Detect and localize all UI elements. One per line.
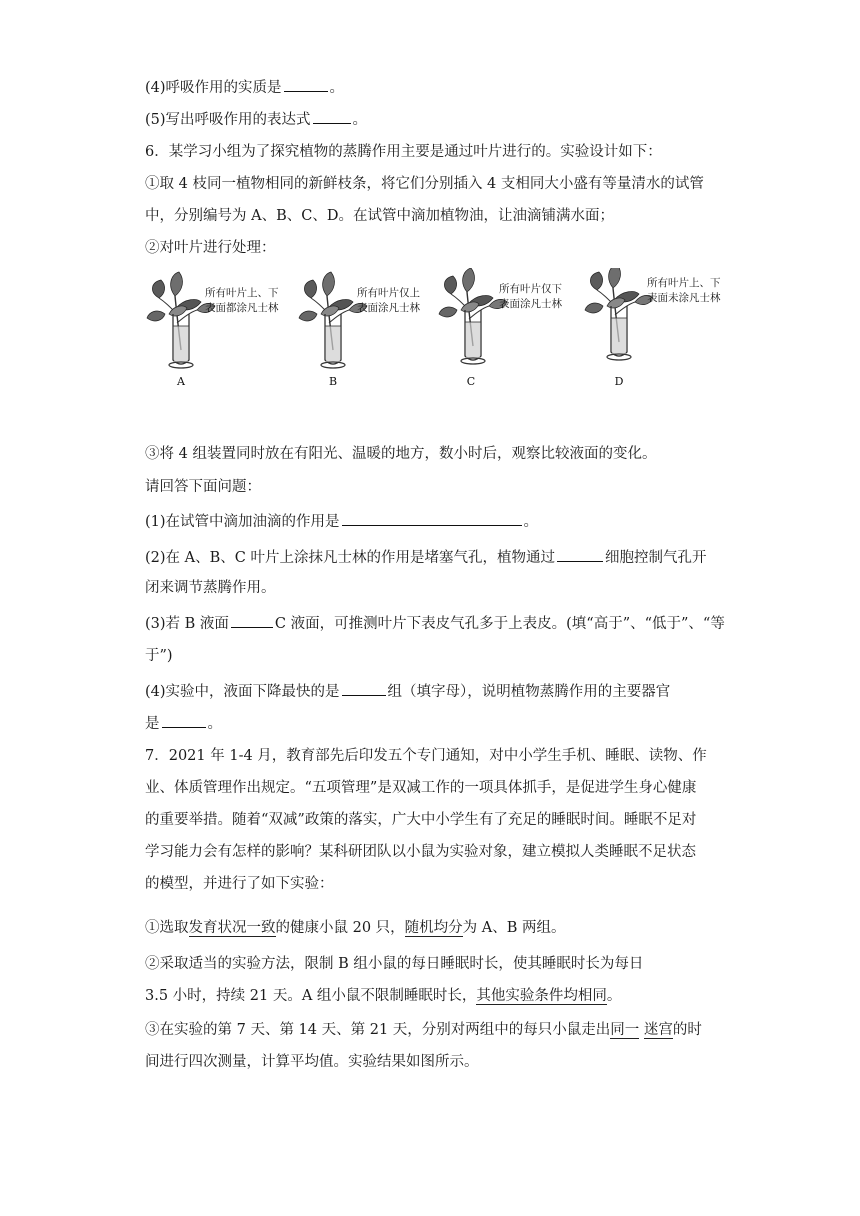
q7-line4: 学习能力会有怎样的影响？某科研团队以小鼠为实验对象，建立模拟人类睡眠不足状态 [145, 844, 696, 860]
q7-step2: ②采取适当的实验方法，限制 B 组小鼠的每日睡眠时长，使其睡眠时长为每日 [145, 956, 644, 972]
answer-blank[interactable] [557, 546, 603, 562]
q7-line2: 业、体质管理作出规定。“五项管理”是双减工作的一项具体抓手，是促进学生身心健康 [145, 780, 697, 796]
answer-blank[interactable] [162, 712, 206, 728]
q6-step3: ③将 4 组装置同时放在有阳光、温暖的地方，数小时后，观察比较液面的变化。 [145, 446, 657, 462]
q6-question3-cont: 于”) [145, 648, 173, 664]
q6-stem: 6．某学习小组为了探究植物的蒸腾作用主要是通过叶片进行的。实验设计如下： [145, 144, 662, 160]
q6-step1-line2: 中，分别编号为 A、B、C、D。在试管中滴加植物油，让油滴铺满水面； [145, 208, 614, 224]
label-C: C [466, 375, 476, 388]
label-D: D [614, 375, 624, 388]
q7-step2-cont: 3.5 小时，持续 21 天。A 组小鼠不限制睡眠时长，其他实验条件均相同。 [145, 988, 622, 1004]
caption-D-line2: 表面未涂凡士林 [647, 292, 721, 304]
q6-question4: (4)实验中，液面下降最快的是 组（填字母），说明植物蒸腾作用的主要器官 [145, 680, 670, 702]
plant-A [147, 272, 279, 388]
q7-line5: 的模型，并进行了如下实验： [145, 876, 334, 892]
q7-step1: ①选取发育状况一致的健康小鼠 20 只，随机均分为 A、B 两组。 [145, 920, 566, 936]
q6-prompt: 请回答下面问题： [145, 479, 261, 495]
plant-D [585, 268, 721, 388]
q6-question2-cont: 闭来调节蒸腾作用。 [145, 580, 276, 596]
answer-blank[interactable] [284, 76, 328, 92]
plant-experiment-figure [145, 268, 745, 398]
q7-step3: ③在实验的第 7 天、第 14 天、第 21 天，分别对两组中的每只小鼠走出同一 迷宫的时 [145, 1022, 702, 1038]
plant-B [299, 272, 420, 388]
q7-step3-cont: 间进行四次测量，计算平均值。实验结果如图所示。 [145, 1054, 479, 1070]
q6-step2: ②对叶片进行处理： [145, 240, 276, 256]
q7-line1: 7．2021 年 1-4 月，教育部先后印发五个专门通知，对中小学生手机、睡眠、读物、作 [145, 748, 707, 764]
caption-D-line1: 所有叶片上、下 [647, 277, 721, 289]
answer-blank[interactable] [313, 108, 351, 124]
caption-C-line2: 表面涂凡士林 [499, 298, 562, 310]
label-B: B [328, 375, 338, 388]
q5-item5: (5)写出呼吸作用的表达式 。 [145, 108, 367, 130]
label-A: A [177, 375, 185, 388]
caption-C-line1: 所有叶片仅下 [499, 283, 562, 295]
answer-blank[interactable] [342, 510, 522, 526]
caption-A-line1: 所有叶片上、下 [205, 287, 279, 299]
q6-question4-cont: 是 。 [145, 712, 222, 734]
q6-step1-line1: ①取 4 枝同一植物相同的新鲜枝条，将它们分别插入 4 支相同大小盛有等量清水的试管 [145, 176, 704, 192]
q7-line3: 的重要举措。随着“双减”政策的落实，广大中小学生有了充足的睡眠时间。睡眠不足对 [145, 812, 697, 828]
q6-question1: (1)在试管中滴加油滴的作用是 。 [145, 510, 538, 532]
caption-B-line1: 所有叶片仅上 [357, 287, 420, 299]
q6-question2: (2)在 A、B、C 叶片上涂抹凡士林的作用是堵塞气孔，植物通过 细胞控制气孔开 [145, 546, 706, 568]
q5-item4: (4)呼吸作用的实质是 。 [145, 76, 344, 98]
answer-blank[interactable] [231, 612, 273, 628]
plant-C [439, 268, 562, 388]
caption-A-line2: 表面都涂凡士林 [205, 302, 279, 314]
q6-question3: (3)若 B 液面 C 液面，可推测叶片下表皮气孔多于上表皮。(填“高于”、“低于”、“等 [145, 612, 725, 634]
caption-B-line2: 表面涂凡士林 [357, 302, 420, 314]
answer-blank[interactable] [342, 680, 386, 696]
